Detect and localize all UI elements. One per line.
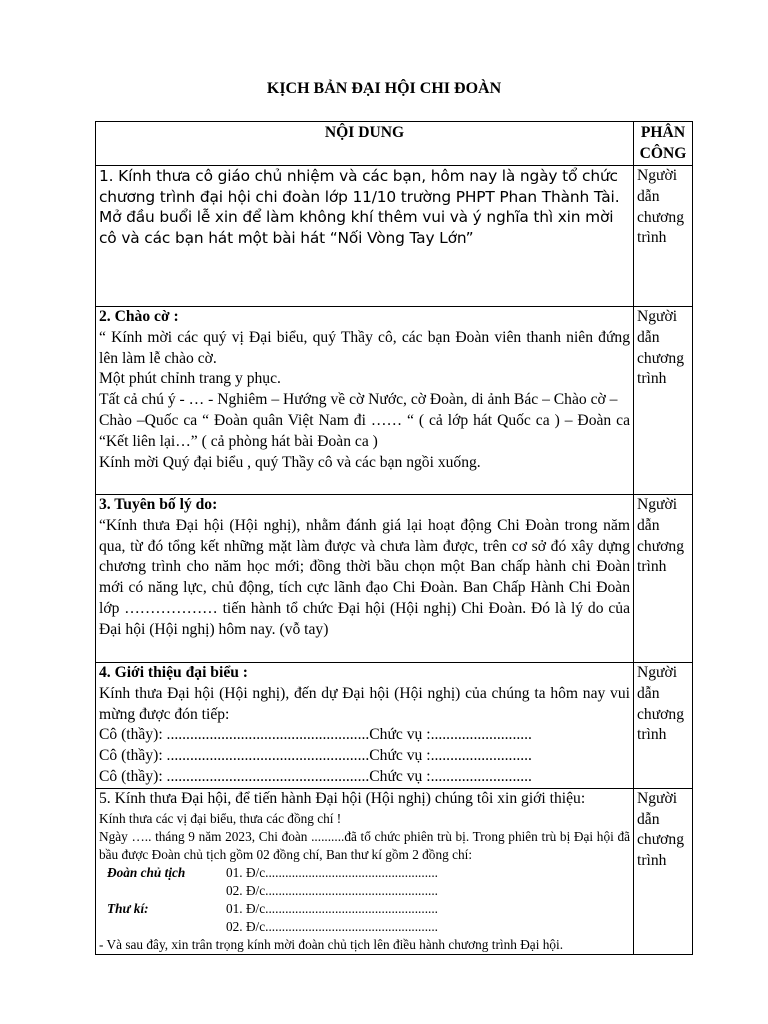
paragraph: Chào –Quốc ca “ Đoàn quân Việt Nam đi …… “ ( cả lớp hát Quốc ca ) – Đoàn ca “Kết liên lại…” ( cả phòng hát bài Đoàn ca ) xyxy=(99,411,630,450)
paragraph: Kính thưa Đại hội (Hội nghị), đến dự Đại hội (Hội nghị) của chúng ta hôm nay vui mừng được đón tiếp: xyxy=(99,684,630,723)
paragraph: 5. Kính thưa Đại hội, để tiến hành Đại hội (Hội nghị) chúng tôi xin giới thiệu: xyxy=(99,789,586,807)
assignee-line: chương xyxy=(637,537,685,555)
assignee-line: trình xyxy=(637,229,667,247)
paragraph: “ Kính mời các quý vị Đại biểu, quý Thầy cô, các bạn Đoàn viên thanh niên đứng lên làm lễ chào cờ. xyxy=(99,328,630,367)
assignment-header-line: PHÂN xyxy=(640,124,686,141)
presidium-entry: 01. Đ/c.................................................... xyxy=(226,864,439,880)
assignment-header-line: CÔNG xyxy=(639,144,687,162)
presidium-label: Đoàn chủ tịch xyxy=(107,864,186,880)
table-row xyxy=(96,788,693,954)
assignee-line: Người xyxy=(637,664,678,681)
section-2-assignee xyxy=(634,307,693,495)
paragraph: Một phút chỉnh trang y phục. xyxy=(99,370,281,388)
paragraph: Kính thưa các vị đại biểu, thưa các đồng chí ! xyxy=(99,810,342,826)
section-1-content xyxy=(96,166,634,307)
assignment-column-header xyxy=(634,122,693,166)
paragraph: “Kính thưa Đại hội (Hội nghị), nhằm đánh giá lại hoạt động Chi Đoàn trong năm qua, từ đó tổng kết những mặt làm được và chưa làm được, trên cơ sở đó xây dựng chương trình cho năm học mới; đồng thời bầu chọn một Ban chấp hành chi Đoàn mới có năng lực, chủ động, tích cực lãnh đạo Chi Đoàn. Ban Chấp Hành Chi Đoàn lớp ……………… tiến hành tổ chức Đại hội (Hội nghị) Chi Đoàn. Đó là lý do của Đại hội (Hội nghị) hôm nay. (vỗ tay) xyxy=(99,516,630,638)
paragraph: Ngày ….. tháng 9 năm 2023, Chi đoàn ..........đã tổ chức phiên trù bị. Trong phiên trù bị Đại hội đã bầu được Đoàn chủ tịch gồm 02 đồng chí, Ban thư kí gồm 2 đồng chí: xyxy=(99,828,630,862)
assignee-line: dẫn xyxy=(637,810,660,828)
section-1-assignee xyxy=(634,166,693,307)
section-4-content xyxy=(96,663,634,789)
presidium-entry: 02. Đ/c.................................................... xyxy=(226,882,439,898)
secretary-entry: 01. Đ/c.................................................... xyxy=(226,900,439,916)
table-header-row xyxy=(96,122,693,166)
assignee-line: dẫn xyxy=(637,328,660,346)
assignee-line: trình xyxy=(637,726,667,744)
assignee-line: dẫn xyxy=(637,684,660,702)
section-2-content xyxy=(96,307,634,495)
page-title: KỊCH BẢN ĐẠI HỘI CHI ĐOÀN xyxy=(266,80,502,97)
assignee-line: trình xyxy=(637,852,667,870)
assignee-line: Người xyxy=(637,167,678,184)
script-table xyxy=(95,121,693,955)
section-5-content xyxy=(96,788,634,954)
assignee-line: chương xyxy=(637,831,685,849)
guest-line: Cô (thầy): ....................................................Chức vụ :.......................... xyxy=(99,767,532,785)
content-column-header: NỘI DUNG xyxy=(96,122,634,166)
section-3-assignee xyxy=(634,495,693,663)
officer-list xyxy=(99,864,630,936)
assignee-line: chương xyxy=(637,705,685,723)
assignee-line: chương xyxy=(637,208,685,226)
table-row xyxy=(96,166,693,307)
section-3-content xyxy=(96,495,634,663)
assignee-line: trình xyxy=(637,558,667,576)
assignee-line: trình xyxy=(637,370,667,388)
table-row xyxy=(96,495,693,663)
assignee-line: dẫn xyxy=(637,187,660,205)
assignee-line: dẫn xyxy=(637,516,660,534)
table-row xyxy=(96,663,693,789)
paragraph: Kính mời Quý đại biểu , quý Thầy cô và các bạn ngồi xuống. xyxy=(99,453,481,471)
section-heading: 2. Chào cờ : xyxy=(99,308,179,325)
welcome-paragraph: 1. Kính thưa cô giáo chủ nhiệm và các bạn, hôm nay là ngày tổ chức chương trình đại hội chi đoàn lớp 11/10 trường PHPT Phan Thành Tài. Mở đầu buổi lễ xin để làm không khí thêm vui và ý nghĩa thì xin mời cô và các bạn hát một bài hát “Nối Vòng Tay Lớn” xyxy=(99,167,620,247)
assignee-line: Người xyxy=(637,496,678,513)
section-5-assignee xyxy=(634,788,693,954)
secretary-label: Thư kí: xyxy=(107,900,149,916)
secretary-entry: 02. Đ/c.................................................... xyxy=(226,918,439,934)
assignee-line: Người xyxy=(637,789,678,807)
section-heading: 4. Giới thiệu đại biểu : xyxy=(99,664,249,681)
section-4-assignee xyxy=(634,663,693,789)
assignee-line: chương xyxy=(637,349,685,367)
paragraph: - Và sau đây, xin trân trọng kính mời đoàn chủ tịch lên điều hành chương trình Đại hội. xyxy=(99,936,564,952)
paragraph: Tất cả chú ý - … - Nghiêm – Hướng về cờ Nước, cờ Đoàn, di ảnh Bác – Chào cờ – xyxy=(99,391,618,409)
section-heading: 3. Tuyên bố lý do: xyxy=(99,496,218,513)
assignee-line: Người xyxy=(637,308,678,325)
guest-line: Cô (thầy): ....................................................Chức vụ :.......................... xyxy=(99,747,532,765)
guest-line: Cô (thầy): ....................................................Chức vụ :.......................... xyxy=(99,726,532,744)
table-row xyxy=(96,307,693,495)
